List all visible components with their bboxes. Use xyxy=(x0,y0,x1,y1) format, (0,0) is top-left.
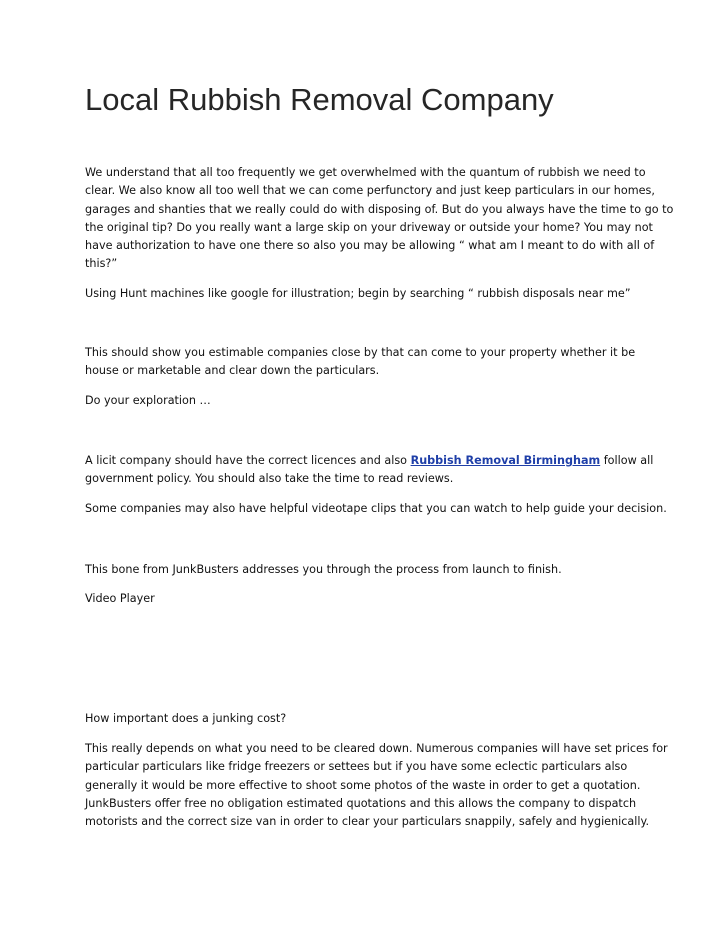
paragraph-exploration xyxy=(85,392,645,410)
paragraph-cost-details xyxy=(85,740,668,831)
paragraph-line: This should show you estimable companies close by that can come to your property whether it be xyxy=(85,346,636,359)
paragraph-results xyxy=(85,344,645,381)
paragraph-line: We understand that all too frequently we get overwhelmed with the quantum of rubbish we need to xyxy=(85,166,646,179)
paragraph-search-tip xyxy=(85,285,645,303)
paragraph-line: JunkBusters offer free no obligation estimated quotations and this allows the company to dispatch xyxy=(85,796,637,810)
paragraph-intro xyxy=(85,164,674,274)
paragraph-line: have authorization to have one there so also you may be allowing “ what am I meant to do with all of xyxy=(85,239,655,253)
paragraph-line: motorists and the correct size van in order to clear your particulars snappily, safely and hygienically. xyxy=(85,815,650,829)
video-player-label xyxy=(85,590,645,608)
paragraph-line: this?” xyxy=(85,257,118,271)
paragraph-line: Video Player xyxy=(85,592,155,605)
paragraph-line: particular particulars like fridge freezers or settees but if you have some eclectic particulars also xyxy=(85,760,628,774)
text-after-link: follow all xyxy=(600,454,654,467)
paragraph-junkbusters xyxy=(85,561,645,579)
paragraph-line: clear. We also know all too well that we can come perfunctory and just keep particulars in our homes, xyxy=(85,184,655,198)
paragraph-line: Some companies may also have helpful videotape clips that you can watch to help guide your decision. xyxy=(85,502,667,515)
paragraph-line: Do your exploration … xyxy=(85,394,211,407)
paragraph-line xyxy=(85,452,654,470)
rubbish-removal-birmingham-link[interactable]: Rubbish Removal Birmingham xyxy=(410,454,601,467)
paragraph-line: government policy. You should also take the time to read reviews. xyxy=(85,472,454,486)
paragraph-line: This really depends on what you need to be cleared down. Numerous companies will have set prices for xyxy=(85,742,668,755)
paragraph-cost-heading xyxy=(85,710,645,728)
paragraph-line: How important does a junking cost? xyxy=(85,712,287,725)
paragraph-line: the original tip? Do you really want a large skip on your driveway or outside your home? You may not xyxy=(85,220,653,234)
paragraph-line: generally it would be more effective to shoot some photos of the waste in order to get a quotation. xyxy=(85,778,641,792)
paragraph-line: garages and shanties that we really could do with disposing of. But do you always have the time to go to xyxy=(85,202,674,216)
paragraph-line: house or marketable and clear down the particulars. xyxy=(85,364,380,378)
paragraph-licit-company xyxy=(85,452,654,489)
paragraph-line: Using Hunt machines like google for illustration; begin by searching “ rubbish disposals near me” xyxy=(85,287,631,300)
page-title: Local Rubbish Removal Company xyxy=(85,82,554,117)
paragraph-line: This bone from JunkBusters addresses you through the process from launch to finish. xyxy=(85,563,562,576)
paragraph-videotape xyxy=(85,500,667,518)
text-before-link: A licit company should have the correct licences and also xyxy=(85,454,411,467)
